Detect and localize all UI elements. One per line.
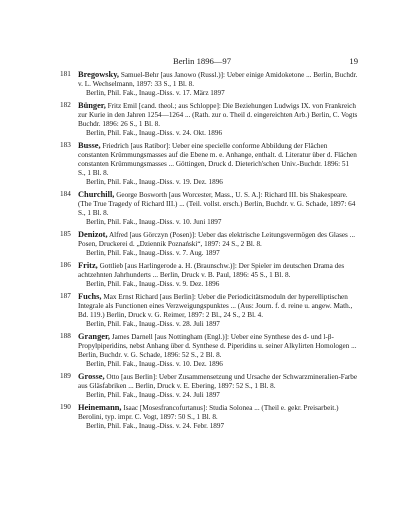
entry-number: 181: [60, 70, 71, 78]
entry-text: James Darnell [aus Nottingham (Engl.)]: Ueber eine Synthese des d- und l-β-Propylpiperidins, nebst Anhang über d. Synthese d. Piperidins u. seiner Alkylirten Homologen ... Berlin, Buchdr. v. G. Schade, 1896: 52 S., 2 Bl. 8.: [78, 332, 357, 359]
entry-surname: Fritz,: [78, 260, 98, 270]
entry-number: 184: [60, 189, 71, 198]
entry-text: Gottlieb [aus Harlingerode a. H. (Braunschw.)]: Der Spieler im deutschen Drama des achtzehnten Jahrhunderts ... Berlin, Druck v. B. Paul, 1896: 45 S., 1 Bl. 8.: [78, 261, 345, 279]
list-item: [60, 141, 358, 187]
list-item: [60, 101, 358, 138]
entry-number: 190: [60, 402, 71, 411]
entry-text: Fritz Emil [cand. theol.; aus Schloppe]: Die Beziehungen Ludwigs IX. von Frankreich zur Kurie in den Jahren 1254—1264 ... (Rath. zur o. Theil d. eingereichten Arb.) Berlin, C. Vogts Buchdr. 1896: 26 S., 1 Bl. 8.: [78, 101, 358, 129]
entry-text: Samuel-Behr [aus Janowo (Russl.)]: Ueber einige Amidoketone ... Berlin, Buchdr. v. L. Wechselmann, 1897: 33 S., 1 Bl. 8.: [78, 71, 358, 89]
list-item: [60, 70, 358, 98]
entry-surname: Churchill,: [78, 189, 115, 199]
entry-dissertation-note: Berlin, Phil. Fak., Inaug.-Diss. v. 7. Aug. 1897: [86, 249, 220, 258]
list-item: [60, 230, 358, 258]
running-title: Berlin 1896—97: [172, 56, 231, 66]
entry-surname: Heinemann,: [78, 402, 122, 412]
entry-number: 185: [60, 229, 71, 238]
entry-number: 188: [60, 331, 71, 340]
entry-surname: Bregowsky,: [78, 70, 120, 79]
entry-surname: Bünger,: [78, 100, 106, 110]
list-item: [60, 372, 358, 400]
entry-dissertation-note: Berlin, Phil. Fak., Inaug.-Diss. v. 10. Dez. 1896: [86, 359, 223, 368]
entry-dissertation-note: Berlin, Phil. Fak., Inaug.-Diss. v. 24. Okt. 1896: [86, 129, 223, 138]
page-header: [62, 56, 358, 68]
entry-text: Isaac [Mosesfrancofurtanus]: Studia Solonea ... (Theil e. gekr. Preisarbeit.) Berolini, typ. impr. C. Vogt, 1897: 50 S., 1 Bl. 8.: [78, 403, 339, 421]
entry-dissertation-note: Berlin, Phil. Fak., Inaug.-Diss. v. 19. Dez. 1896: [86, 178, 223, 187]
entry-dissertation-note: Berlin, Phil. Fak., Inaug.-Diss. v. 28. Juli 1897: [86, 319, 220, 328]
entry-surname: Granger,: [78, 331, 111, 341]
entry-surname: Denizot,: [78, 229, 108, 239]
entry-number: 183: [60, 140, 71, 149]
entry-surname: Busse,: [78, 140, 101, 150]
entry-list: [60, 70, 358, 434]
page-number: 19: [349, 56, 358, 66]
entry-text: Alfred [aus Görczyn (Posen)]: Ueber das elektrische Leitungsvermögen des Glases ... Posen, Druckerei d. „Dziennik Poznański“, 1897: 24 S., 2 Bl. 8.: [78, 230, 356, 248]
list-item: [60, 332, 358, 369]
entry-surname: Grosse,: [78, 371, 105, 381]
entry-dissertation-note: Berlin, Phil. Fak., Inaug.-Diss. v. 9. Dez. 1896: [86, 279, 220, 288]
entry-text: Max Ernst Richard [aus Berlin]: Ueber die Periodicitätsmoduln der hyperelliptischen Integrale als Functionen eines Verzweigungspunktes ... (Aus: Journ. f. d. reine u. angew. Math., Bd. 119.) Berlin, Druck v. G. Reimer, 1897: 2 Bl., 24 S., 2 Bl. 4.: [78, 292, 353, 319]
entry-dissertation-note: Berlin, Phil. Fak., Inaug.-Diss. v. 24. Febr. 1897: [86, 421, 225, 430]
entry-number: 186: [60, 260, 71, 269]
entry-surname: Fuchs,: [78, 291, 102, 301]
list-item: [60, 190, 358, 227]
list-item: [60, 261, 358, 289]
list-item: [60, 292, 358, 329]
entry-text: Friedrich [aus Ratibor]: Ueber eine specielle conforme Abbildung der Flächen constanten Krümmungsmasses auf die Ebene m. e. Anhange, enthalt. d. Literatur über d. Flächen constanten Krümmungsmasses ... Göttingen, Druck d. Dieterich'schen Univ.-Buchdr. 1896: 51 S., 1 Bl. 8.: [78, 141, 357, 178]
entry-dissertation-note: Berlin, Phil. Fak., Inaug.-Diss. v. 17. März 1897: [86, 89, 225, 98]
entry-number: 182: [60, 100, 71, 109]
entry-text: George Bosworth [aus Worcester, Mass., U. S. A.]: Richard III. bis Shakespeare. (The True Tragedy of Richard III.) ... (Teil. vollst. ersch.) Berlin, Buchdr. v. G. Schade, 1897: 64 S., 1 Bl. 8.: [78, 190, 356, 218]
entry-number: 187: [60, 291, 71, 300]
entry-dissertation-note: Berlin, Phil. Fak., Inaug.-Diss. v. 24. Juli 1897: [86, 390, 220, 399]
entry-number: 189: [60, 371, 71, 380]
entry-dissertation-note: Berlin, Phil. Fak., Inaug.-Diss. v. 10. Juni 1897: [86, 218, 222, 227]
entry-text: Otto [aus Berlin]: Ueber Zusammensetzung und Ursache der Schwarzmineralien-Farbe aus Gläsfabriken ... Berlin, Druck v. E. Ebering, 1897: 52 S., 1 Bl. 8.: [78, 372, 358, 390]
list-item: [60, 403, 358, 431]
